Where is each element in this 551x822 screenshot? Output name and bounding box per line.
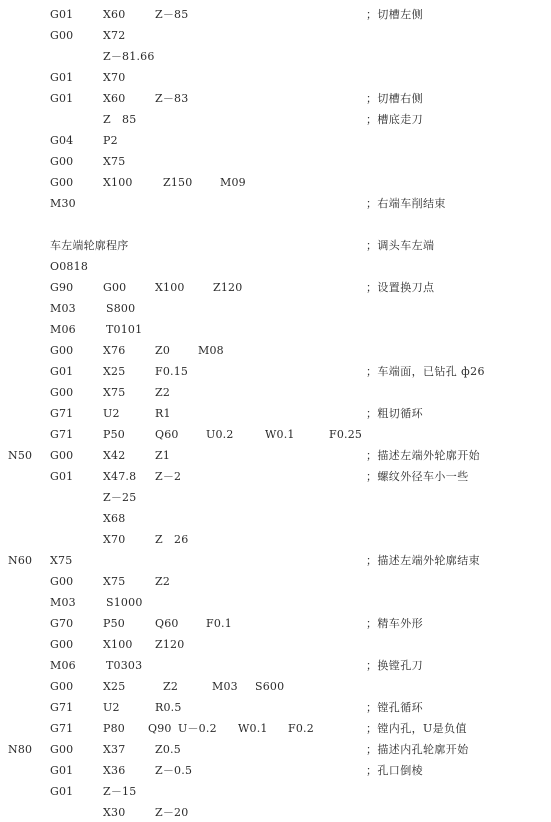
nc-word-parameter: S1000: [106, 596, 143, 609]
line-comment: ；车端面，已钻孔 ф26: [366, 365, 485, 378]
nc-word-command: G01: [50, 71, 74, 84]
nc-word-command: M06: [50, 323, 76, 336]
nc-word-command: G00: [50, 575, 74, 588]
nc-word-parameter: X100: [103, 176, 133, 189]
line-comment: ；描述左端外轮廓结束: [366, 554, 480, 567]
nc-word-command: G71: [50, 407, 74, 420]
nc-word-command: G71: [50, 428, 74, 441]
nc-word-parameter: P2: [103, 134, 118, 147]
nc-word-command: G00: [50, 344, 74, 357]
nc-word-parameter: X100: [103, 638, 133, 651]
nc-word-command: M03: [50, 596, 76, 609]
nc-word-parameter: Z－81.66: [103, 50, 155, 63]
nc-word-parameter: X75: [103, 386, 126, 399]
block-number: N50: [8, 449, 33, 462]
nc-word-command: G01: [50, 92, 74, 105]
nc-word-parameter: Z－15: [103, 785, 137, 798]
nc-word-parameter: X25: [103, 365, 126, 378]
nc-word-parameter: Z2: [163, 680, 179, 693]
nc-word-command: M03: [50, 302, 76, 315]
nc-word-command: G01: [50, 785, 74, 798]
nc-word-parameter: Z0: [155, 344, 171, 357]
line-comment: ；粗切循环: [366, 407, 423, 420]
block-number: N60: [8, 554, 33, 567]
nc-word-command: G04: [50, 134, 74, 147]
nc-word-command: X75: [50, 554, 73, 567]
nc-word-parameter: W0.1: [238, 722, 268, 735]
nc-word-command: M30: [50, 197, 76, 210]
line-comment: ；换镗孔刀: [366, 659, 423, 672]
nc-word-parameter: R0.5: [155, 701, 182, 714]
nc-word-parameter: F0.2: [288, 722, 314, 735]
nc-word-parameter: Z－85: [155, 8, 189, 21]
nc-word-command: G00: [50, 449, 74, 462]
nc-word-parameter: F0.15: [155, 365, 189, 378]
nc-word-command: G01: [50, 764, 74, 777]
nc-word-parameter: U－0.2: [178, 722, 217, 735]
nc-word-command: O0818: [50, 260, 89, 273]
nc-word-parameter: P50: [103, 428, 125, 441]
nc-word-parameter: X76: [103, 344, 126, 357]
nc-word-command: G00: [50, 638, 74, 651]
nc-word-parameter: X100: [155, 281, 185, 294]
nc-word-parameter: T0303: [106, 659, 143, 672]
line-comment: ；镗内孔，U是负值: [366, 722, 467, 735]
line-comment: ；精车外形: [366, 617, 423, 630]
nc-word-parameter: U2: [103, 701, 120, 714]
nc-word-parameter: X68: [103, 512, 126, 525]
line-comment: ；描述内孔轮廓开始: [366, 743, 469, 756]
line-comment: ；右端车削结束: [366, 197, 446, 210]
nc-word-parameter: X70: [103, 533, 126, 546]
line-comment: ；设置换刀点: [366, 281, 435, 294]
nc-word-parameter: Q60: [155, 617, 179, 630]
nc-word-command: G70: [50, 617, 74, 630]
nc-word-command: G71: [50, 722, 74, 735]
nc-word-parameter: T0101: [106, 323, 143, 336]
nc-word-parameter: X36: [103, 764, 126, 777]
nc-word-command: G00: [50, 680, 74, 693]
line-comment: ；切槽右侧: [366, 92, 423, 105]
nc-word-parameter: S800: [106, 302, 136, 315]
line-comment: ；调头车左端: [366, 239, 435, 252]
nc-word-parameter: Z 85: [103, 113, 137, 126]
nc-word-parameter: P50: [103, 617, 125, 630]
nc-word-parameter: M08: [198, 344, 224, 357]
nc-word-parameter: X37: [103, 743, 126, 756]
nc-word-parameter: S600: [255, 680, 285, 693]
nc-word-parameter: Z120: [155, 638, 185, 651]
nc-word-parameter: X75: [103, 575, 126, 588]
nc-word-parameter: Z1: [155, 449, 171, 462]
nc-word-command: G01: [50, 8, 74, 21]
nc-word-parameter: Z 26: [155, 533, 189, 546]
nc-word-command: G90: [50, 281, 74, 294]
nc-word-command: G00: [50, 386, 74, 399]
nc-word-command: G71: [50, 701, 74, 714]
nc-word-parameter: W0.1: [265, 428, 295, 441]
nc-word-parameter: P80: [103, 722, 125, 735]
nc-word-parameter: Z－25: [103, 491, 137, 504]
nc-word-command: G00: [50, 743, 74, 756]
line-comment: ；镗孔循环: [366, 701, 423, 714]
nc-word-parameter: Z0.5: [155, 743, 181, 756]
nc-word-command: M06: [50, 659, 76, 672]
line-comment: ；槽底走刀: [366, 113, 423, 126]
nc-word-parameter: Z－20: [155, 806, 189, 819]
nc-word-parameter: Z2: [155, 386, 171, 399]
block-number: N80: [8, 743, 33, 756]
nc-word-parameter: Z－0.5: [155, 764, 193, 777]
line-comment: ；切槽左侧: [366, 8, 423, 21]
line-comment: ；孔口倒棱: [366, 764, 423, 777]
nc-word-parameter: U0.2: [206, 428, 234, 441]
nc-word-parameter: G00: [103, 281, 127, 294]
nc-word-command: 车左端轮廓程序: [50, 239, 129, 252]
nc-word-parameter: U2: [103, 407, 120, 420]
line-comment: ；描述左端外轮廓开始: [366, 449, 480, 462]
nc-word-parameter: F0.1: [206, 617, 232, 630]
nc-word-parameter: R1: [155, 407, 171, 420]
nc-word-parameter: X30: [103, 806, 126, 819]
nc-word-parameter: X60: [103, 92, 126, 105]
nc-word-command: G00: [50, 155, 74, 168]
nc-word-parameter: X25: [103, 680, 126, 693]
nc-word-parameter: X60: [103, 8, 126, 21]
nc-word-parameter: Z150: [163, 176, 193, 189]
nc-word-parameter: X47.8: [103, 470, 137, 483]
nc-word-parameter: Z－83: [155, 92, 189, 105]
nc-word-command: G00: [50, 29, 74, 42]
nc-word-command: G00: [50, 176, 74, 189]
nc-word-command: G01: [50, 470, 74, 483]
nc-word-parameter: Q60: [155, 428, 179, 441]
nc-word-parameter: Q90: [148, 722, 172, 735]
line-comment: ；螺纹外径车小一些: [366, 470, 469, 483]
nc-word-parameter: X42: [103, 449, 126, 462]
nc-word-parameter: Z2: [155, 575, 171, 588]
nc-word-parameter: X75: [103, 155, 126, 168]
nc-word-parameter: M03: [212, 680, 238, 693]
nc-word-parameter: X72: [103, 29, 126, 42]
nc-word-parameter: Z－2: [155, 470, 182, 483]
nc-word-parameter: F0.25: [329, 428, 363, 441]
nc-word-parameter: X70: [103, 71, 126, 84]
nc-word-parameter: Z120: [213, 281, 243, 294]
nc-word-command: G01: [50, 365, 74, 378]
nc-word-parameter: M09: [220, 176, 246, 189]
